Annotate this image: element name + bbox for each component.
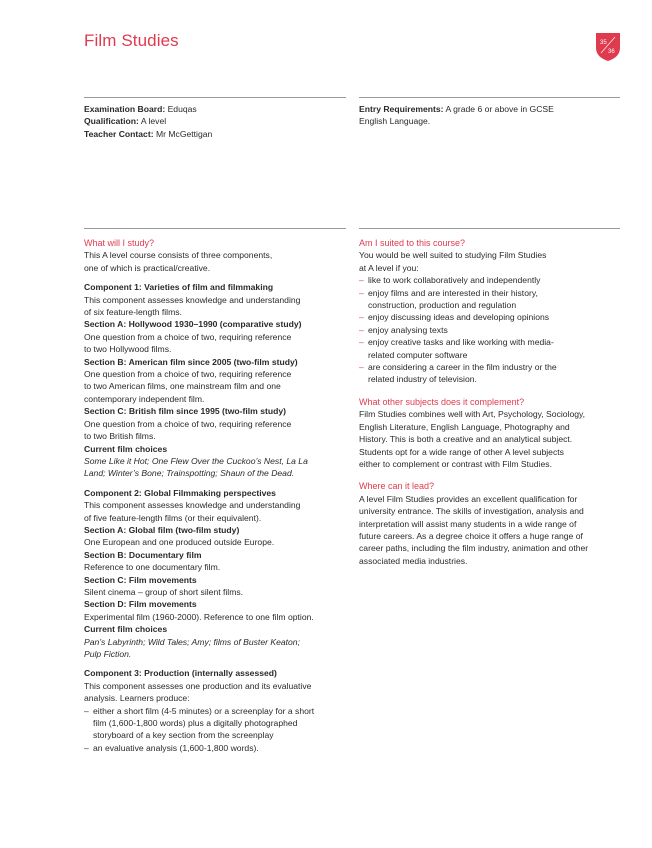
list-item: – are considering a career in the film industry or the related industry of television. bbox=[359, 361, 625, 386]
component-3-title: Component 3: Production (internally assessed) bbox=[84, 668, 277, 679]
suitability-column: Am I suited to this course? You would be well suited to studying Film Studies at A level if you: – like to work collaboratively and independently – enjoy films and are interested in their history, construction, production and regulation – enjoy discussing ideas and developing opinions – enjoy analysing texts – enjoy creative tasks and like working with media- related computer software – are considering a career in the film industry or the related industry of television. What other subjects does it complement? Film Studies combines well with Art, Psychology, Sociology, English Literature, English Language, Photography and History. This is both a creative and an analytical subject. Students opt for a wide range of other A level subjects either to complement or contrast with Film Studies. Where can it lead? A level Film Studies provides an excellent qualification for university entrance. The skills of investigation, analysis and interpretation will assist many students in a wide range of future careers. As a degree choice it offers a huge range of career paths, including the film industry, animation and other associated media industries. bbox=[359, 237, 625, 567]
info-teacher: Teacher Contact: Mr McGettigan bbox=[84, 128, 213, 139]
section-heading: What other subjects does it complement? bbox=[359, 396, 525, 407]
list-item: – enjoy discussing ideas and developing opinions bbox=[359, 311, 625, 323]
list-item: – an evaluative analysis (1,600-1,800 words). bbox=[84, 742, 352, 754]
page-number-left: 35 bbox=[600, 40, 607, 46]
list-item: – either a short film (4-5 minutes) or a screenplay for a short film (1,600-1,800 words) plus a digitally photographed storyboard of a key section from the screenplay bbox=[84, 705, 352, 742]
page-title: Film Studies bbox=[84, 31, 179, 50]
course-info bbox=[84, 103, 346, 140]
component-2-title: Component 2: Global Filmmaking perspectives bbox=[84, 487, 276, 498]
divider bbox=[359, 228, 620, 229]
component-1-title: Component 1: Varieties of film and filmmaking bbox=[84, 282, 274, 293]
page-number-right: 36 bbox=[608, 49, 615, 55]
suited-list bbox=[359, 274, 625, 386]
entry-requirements: Entry Requirements: A grade 6 or above in GCSE English Language. bbox=[359, 104, 554, 127]
production-list bbox=[84, 705, 352, 755]
list-item: – like to work collaboratively and independently bbox=[359, 274, 625, 286]
section-heading: Am I suited to this course? bbox=[359, 238, 466, 248]
list-item: – enjoy analysing texts bbox=[359, 324, 625, 336]
shield-icon bbox=[596, 33, 620, 61]
section-heading: Where can it lead? bbox=[359, 481, 435, 492]
divider bbox=[84, 228, 346, 229]
info-board: Examination Board: Eduqas bbox=[84, 104, 197, 114]
info-qualification: Qualification: A level bbox=[84, 116, 167, 127]
page-number-badge bbox=[596, 33, 620, 61]
divider bbox=[359, 97, 620, 98]
study-column: What will I study? This A level course consists of three components, one of which is practical/creative. Component 1: Varieties of film and filmmaking This component assesses knowledge and understanding of six feature-length films. Section A: Hollywood 1930–1990 (comparative study) One question from a choice of two, requiring reference to two Hollywood films. Section B: American film since 2005 (two-film study) One question from a choice of two, requiring reference to two American films, one mainstream film and one contemporary independent film. Section C: British film since 1995 (two-film study) One question from a choice of two, requiring reference to two British films. Current film choices Some Like it Hot; One Flew Over the Cuckoo’s Nest, La La Land; Winter’s Bone; Trainspotting; Shaun of the Dead. Component 2: Global Filmmaking perspectives This component assesses knowledge and understanding of five feature-length films (or their equivalent). Section A: Global film (two-film study) One European and one produced outside Europe. Section B: Documentary film Reference to one documentary film. Section C: Film movements Silent cinema – group of short silent films. Section D: Film movements Experimental film (1960-2000). Reference to one film option. Current film choices Pan’s Labyrinth; Wild Tales; Amy; films of Buster Keaton; Pulp Fiction. Component 3: Production (internally assessed) This component assesses one production and its evaluative analysis. Learners produce: – either a short film (4-5 minutes) or a screenplay for a short film (1,600-1,800 words) plus a digitally photographed storyboard of a key section from the screenplay – an evaluative analysis (1,600-1,800 words). bbox=[84, 237, 352, 754]
section-heading: What will I study? bbox=[84, 238, 155, 248]
divider bbox=[84, 97, 346, 98]
list-item: – enjoy films and are interested in their history, construction, production and regulation bbox=[359, 287, 625, 312]
list-item: – enjoy creative tasks and like working with media- related computer software bbox=[359, 336, 625, 361]
